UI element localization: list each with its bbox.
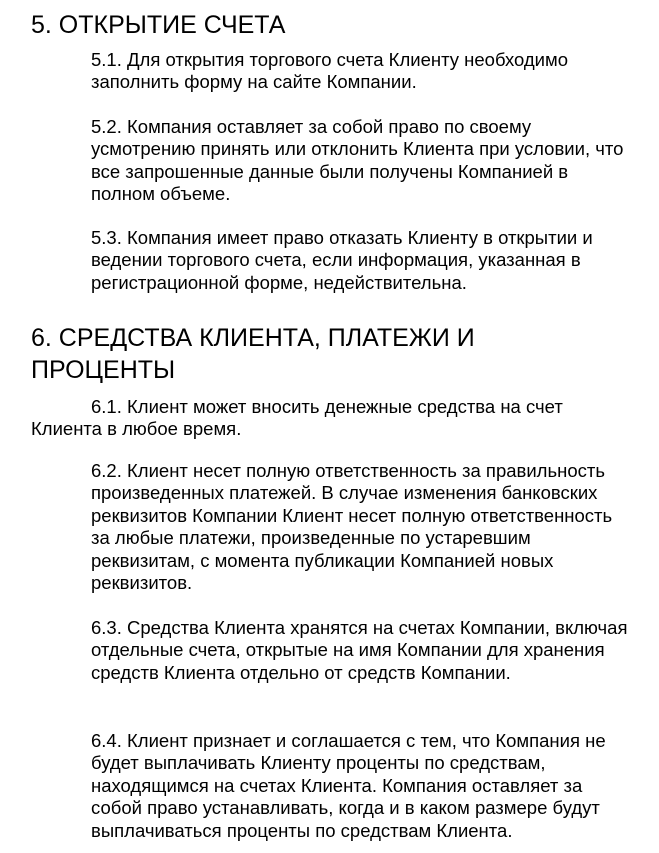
clause-5-2: 5.2. Компания оставляет за собой право по своему усмотрению принять или отклонить Клиента при условии, что все запрошенные данные были получены Компанией в полном объеме.	[91, 116, 624, 205]
clause-6-1: 6.1. Клиент может вносить денежные средства на счет Клиента в любое время.	[31, 396, 563, 440]
clause-5-3: 5.3. Компания имеет право отказать Клиенту в открытии и ведении торгового счета, если информация, указанная в регистрационной форме, недействительна.	[91, 227, 593, 293]
clause-5-1: 5.1. Для открытия торгового счета Клиенту необходимо заполнить форму на сайте Компании.	[91, 49, 568, 93]
clause-6-3: 6.3. Средства Клиента хранятся на счетах Компании, включая отдельные счета, открытые на имя Компании для хранения средств Клиента отдельно от средств Компании.	[91, 617, 628, 683]
clause-6-4: 6.4. Клиент признает и соглашается с тем, что Компания не будет выплачивать Клиенту проценты по средствам, находящимся на счетах Клиента. Компания оставляет за собой право устанавливать, когда и в каком размере будут выплачиваться проценты по средствам Клиента.	[91, 730, 606, 841]
clause-6-2: 6.2. Клиент несет полную ответственность за правильность произведенных платежей. В случае изменения банковских реквизитов Компании Клиент несет полную ответственность за любые платежи, произведенные по устаревшим реквизитам, с момента публикации Компанией новых реквизитов.	[91, 460, 613, 594]
section-heading-5: 5. ОТКРЫТИЕ СЧЕТА	[31, 11, 286, 39]
section-heading-6: 6. СРЕДСТВА КЛИЕНТА, ПЛАТЕЖИ И ПРОЦЕНТЫ	[31, 324, 475, 384]
